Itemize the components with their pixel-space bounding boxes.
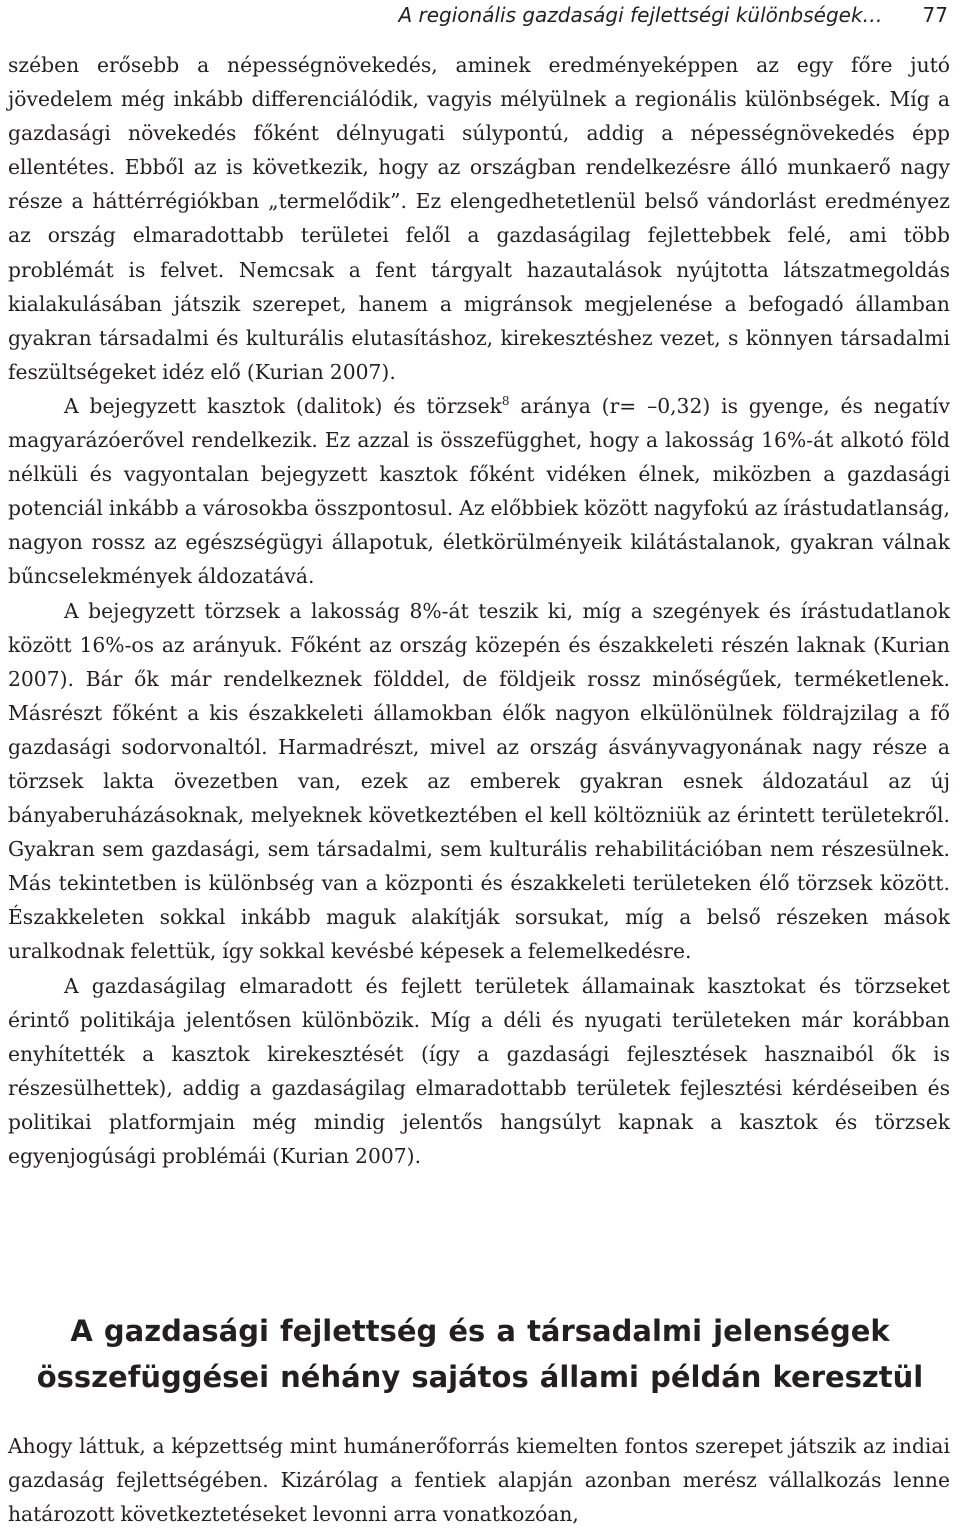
running-title: A regionális gazdasági fejlettségi különbségek… [398, 3, 883, 27]
paragraph-policy: A gazdaságilag elmaradott és fejlett területek államainak kasztokat és törzseket érintő politikája jelentősen különbözik. Míg a déli és nyugati területeken már korábban enyhítették a kasztok kirekesztését (így a gazdasági fejlesztések hasznaiból ők is részesülhettek), addig a gazdaságilag elmaradottabb területek fejlesztési kérdéseiben és politikai platformjain még mindig jelentős hangsúlyt kapnak a kasztok és törzsek egyenjogúsági problémái (Kurian 2007). [8, 973, 950, 1168]
section-paragraph: Ahogy láttuk, a képzettség mint humánerőforrás kiemelten fontos szerepet játszik az indiai gazdaság fejlettségében. Kizárólag a fentiek alapján azonban merész vállalkozás lenne határozott következtetéseket levonni arra vonatkozóan, [8, 1434, 950, 1527]
footnote-marker[interactable]: 8 [501, 393, 510, 408]
paragraph-tribes: A bejegyzett törzsek a lakosság 8%-át teszik ki, míg a szegények és írástudatlanok között 16%-os az arányuk. Főként az ország közepén és északkeleti részén laknak (Kurian 2007). Bár ők már rendelkeznek földdel, de földjeik rossz minőségűek, terméketlenek. Másrészt főként a kis északkeleti államokban élők nagyon elkülönülnek földrajzilag a fő gazdasági sodorvonaltól. Harmadrészt, mivel az ország ásványvagyonának nagy része a törzsek lakta övezetben van, ezek az emberek gyakran esnek áldozatául az új bányaberuházásoknak, melyeknek következtében el kell költözniük az érintett területekről. Gyakran sem gazdasági, sem társadalmi, sem kulturális rehabilitációban nem részesülnek. Más tekintetben is különbség van a központi és északkeleti területeken élő törzsek között. Északkeleten sokkal inkább maguk alakítják sorsukat, míg a belső részeken mások uralkodnak felettük, így sokkal kevésbé képesek a felemelkedésre. [8, 598, 950, 964]
paragraph-castes-start: A bejegyzett kasztok (dalitok) és törzsek [64, 393, 502, 418]
paragraph-continued: szében erősebb a népességnövekedés, aminek eredményeképpen az egy főre jutó jövedelem még inkább differenciálódik, vagyis mélyülnek a regionális különbségek. Míg a gazdasági növekedés főként délnyugati súlypontú, addig a népességnövekedés épp ellentétes. Ebből az is következik, hogy az országban rendelkezésre álló munkaerő nagy része a háttérrégiókban „termelődik”. Ez elengedhetetlenül belső vándorlást eredményez az ország elmaradottabb területei felől a gazdaságilag fejlettebbek felé, ami több problémát is felvet. Nemcsak a fent tárgyalt hazautalások nyújtotta látszatmegoldás kialakulásában játszik szerepet, hanem a migránsok megjelenése a befogadó államban gyakran társadalmi és kulturális elutasításhoz, kirekesztéshez vezet, s könnyen társadalmi feszültségeket idéz elő (Kurian 2007). [8, 53, 950, 384]
body-text [8, 48, 950, 1173]
section-heading [0, 1308, 960, 1400]
section-heading-line-1: A gazdasági fejlettség és a társadalmi jelenségek [70, 1314, 890, 1348]
section-heading-line-2: összefüggései néhány sajátos állami példán keresztül [36, 1360, 924, 1394]
running-header [12, 2, 948, 28]
page-number: 77 [922, 3, 948, 27]
paragraph-castes-rest: aránya (r= –0,32) is gyenge, és negatív magyarázóerővel rendelkezik. Ez azzal is összefügghet, hogy a lakosság 16%-át alkotó föld nélküli és vagyontalan bejegyzett kasztok főként vidéken élnek, miközben a gazdasági potenciál inkább a városokba összpontosul. Az előbbiek között nagyfokú az írástudatlanság, nagyon rossz az egészségügyi állapotuk, életkörülményeik kilátástalanok, gyakran válnak bűncselekmények áldozatává. [8, 393, 950, 589]
section-body-text [8, 1429, 950, 1531]
paragraph-castes [8, 389, 950, 594]
